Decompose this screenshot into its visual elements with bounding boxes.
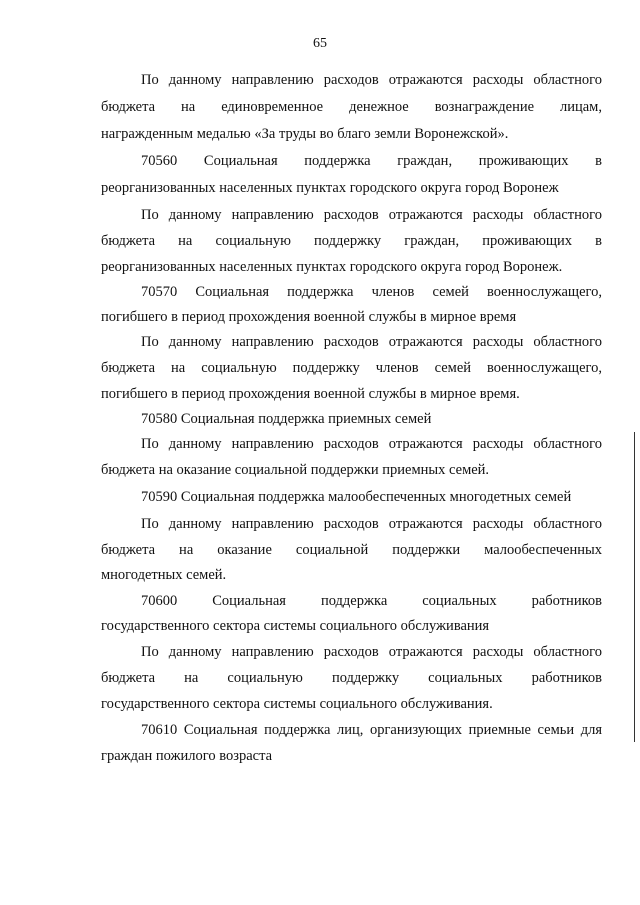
section-heading-line: 70570 Социальная поддержка членов семей военнослужащего, (141, 284, 602, 300)
paragraph-line: По данному направлению расходов отражаются расходы областного (141, 436, 602, 452)
section-heading-line: 70580 Социальная поддержка приемных семей (141, 411, 432, 427)
paragraph-line: По данному направлению расходов отражаются расходы областного (141, 334, 602, 350)
paragraph-line: бюджета на социальную поддержку социальных работников (101, 670, 602, 686)
section-heading-line: государственного сектора системы социального обслуживания (101, 618, 490, 634)
paragraph-line: погибшего в период прохождения военной службы в мирное время. (101, 386, 520, 402)
section-heading-line: 70610 Социальная поддержка лиц, организующих приемные семьи для (141, 722, 602, 738)
paragraph-line: По данному направлению расходов отражаются расходы областного (141, 516, 602, 532)
paragraph-line: По данному направлению расходов отражаются расходы областного (141, 72, 602, 88)
paragraph-line: многодетных семей. (101, 567, 227, 583)
paragraph-line: По данному направлению расходов отражаются расходы областного (141, 207, 602, 223)
section-heading-line: погибшего в период прохождения военной службы в мирное время (101, 309, 517, 325)
paragraph-line: По данному направлению расходов отражаются расходы областного (141, 644, 602, 660)
paragraph-line: бюджета на единовременное денежное вознаграждение лицам, (101, 99, 602, 115)
section-heading-line: 70600 Социальная поддержка социальных работников (141, 593, 602, 609)
paragraph-line: реорганизованных населенных пунктах городского округа город Воронеж. (101, 259, 563, 275)
paragraph-line: бюджета на социальную поддержку членов семей военнослужащего, (101, 360, 602, 376)
section-heading-line: 70590 Социальная поддержка малообеспеченных многодетных семей (141, 489, 572, 505)
paragraph-line: государственного сектора системы социального обслуживания. (101, 696, 493, 712)
paragraph-line: награжденным медалью «За труды во благо земли Воронежской». (101, 126, 509, 142)
page-number: 65 (313, 36, 327, 51)
paragraph-line: бюджета на социальную поддержку граждан, проживающих в (101, 233, 602, 249)
section-heading-line: 70560 Социальная поддержка граждан, проживающих в (141, 153, 602, 169)
margin-scan-line (634, 432, 635, 742)
section-heading-line: граждан пожилого возраста (101, 748, 273, 764)
paragraph-line: бюджета на оказание социальной поддержки малообеспеченных (101, 542, 602, 558)
section-heading-line: реорганизованных населенных пунктах городского округа город Воронеж (101, 180, 559, 196)
paragraph-line: бюджета на оказание социальной поддержки приемных семей. (101, 462, 490, 478)
